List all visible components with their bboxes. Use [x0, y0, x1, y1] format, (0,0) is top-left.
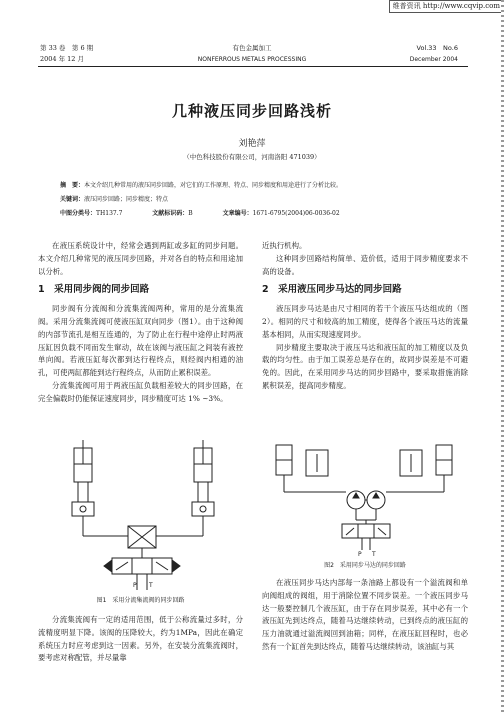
clc-label: 中图分类号： [60, 210, 97, 217]
figure1-diagram [42, 440, 242, 600]
left-column-bottom [38, 614, 243, 665]
section1-title: 1 采用同步阀的同步回路 [38, 284, 150, 296]
intro-paragraph: 在液压系统设计中，经常会遇到两缸或多缸的同步问题。本文介绍几种常见的液压同步回路，并对各自的特点和用途加以分析。 [38, 241, 243, 276]
header-vol-en: Vol.33 No.6 [416, 44, 458, 52]
article-value: 1671-6795(2004)06-0036-02 [252, 210, 340, 217]
header-journal-en: NONFERROUS METALS PROCESSING [197, 56, 307, 63]
header-rule [38, 66, 468, 67]
abstract [60, 181, 460, 190]
doc-label: 文献标识码： [152, 210, 189, 217]
figure2-diagram [266, 440, 466, 555]
left-column-top [38, 240, 243, 406]
article-label: 文章编号： [222, 210, 253, 217]
figure1-label-p: P [133, 582, 137, 589]
section2-para3: 在液压同步马达内部每一条油路上都设有一个溢流阀和单向阀组成的阀组，用于消除位置不同步误差。一个液压同步马达一般要控制几个液压缸，由于存在同步误差，其中必有一个液压缸先到达终点，随着马达继续转动，已到终点的液压缸的压力油就通过溢流阀回到油箱；同样，在液压缸回程时，也必然有一个缸首先到达终点，随着马达继续转动，该油缸与其 [262, 578, 468, 651]
figure2-label-p: P [358, 551, 362, 558]
watermark: 维普资讯 http://www.cqvip.com [389, 0, 504, 13]
classification [60, 209, 460, 218]
figure2-caption: 图2 采用同步马达的同步回路 [324, 562, 406, 569]
author: 刘艳萍 [238, 139, 266, 149]
doc-value: B [188, 210, 193, 217]
section1-para2: 分流集流阀可用于两液压缸负载相差较大的同步回路，在完全偏载时仍能保证速度同步，同步精度可达 1% ~3%。 [38, 380, 243, 403]
right-intro: 近执行机构。 [262, 241, 307, 250]
right-column-bottom [262, 577, 468, 654]
keywords-text: 液压同步回路；同步精度；特点 [84, 196, 169, 203]
section2-title: 2 采用液压同步马达的同步回路 [262, 284, 402, 296]
section1-para1: 同步阀有分流阀和分流集流阀两种，常用的是分流集流阀。采用分流集流阀可使液压缸双向同步（图1）。由于这种阀的内部节流孔是相互连通的，为了防止在行程中途停止时两液压缸因负载不同而发生窜动，故在该阀与液压缸之间装有液控单向阀。若液压缸每次都到达行程终点，则经阀内相通的油孔，可使两缸都能到达行程终点，从而防止累积误差。 [38, 304, 243, 378]
header-volume: 第 33 卷 第 6 期 [40, 44, 94, 52]
keywords [60, 195, 460, 204]
affiliation: （中色科技股份有限公司，河南洛阳 471039） [183, 153, 321, 161]
section1-para3: 分流集流阀有一定的适用范围，低于公称流量过多时，分流精度明显下降。该阀的压降较大，约为1MPa，因此在确定系统压力时应考虑到这一因素。另外，在安装分流集流阀时，要考虑对称配管，并尽量靠 [38, 615, 243, 663]
clc-value: TH137.7 [96, 210, 123, 217]
right-para-a: 这种同步回路结构简单、造价低，适用于同步精度要求不高的设备。 [262, 253, 468, 276]
header-date-en: December 2004 [409, 56, 458, 63]
page-title: 几种液压同步回路浅析 [171, 102, 332, 120]
figure1-label-t: T [149, 582, 153, 589]
section2-para1: 液压同步马达是由尺寸相同的若干个液压马达组成的（图2）。相同的尺寸和较高的加工精度，使得各个液压马达的流量基本相同，从而实现速度同步。 [262, 304, 468, 339]
abstract-text: 本文介绍几种常用的液压同步回路，对它们的工作原理、特点、同步精度和用途进行了分析比较。 [84, 182, 343, 189]
figure2-label-t: T [372, 551, 376, 558]
keywords-label: 关键词： [60, 196, 85, 203]
figure1-caption: 图1 采用分流集流阀的同步回路 [96, 597, 185, 604]
section2-para2: 同步精度主要取决于液压马达和液压缸的加工精度以及负载的均匀性。由于加工误差总是存在的，故同步误差是不可避免的。因此，在采用同步马达的同步回路中，要采取措施消除累积误差，提高同步精度。 [262, 342, 468, 390]
header-date: 2004 年 12 月 [40, 55, 85, 63]
header-journal-cn: 有色金属加工 [232, 44, 272, 52]
abstract-label: 摘 要： [60, 182, 85, 189]
right-column-top [262, 240, 468, 393]
